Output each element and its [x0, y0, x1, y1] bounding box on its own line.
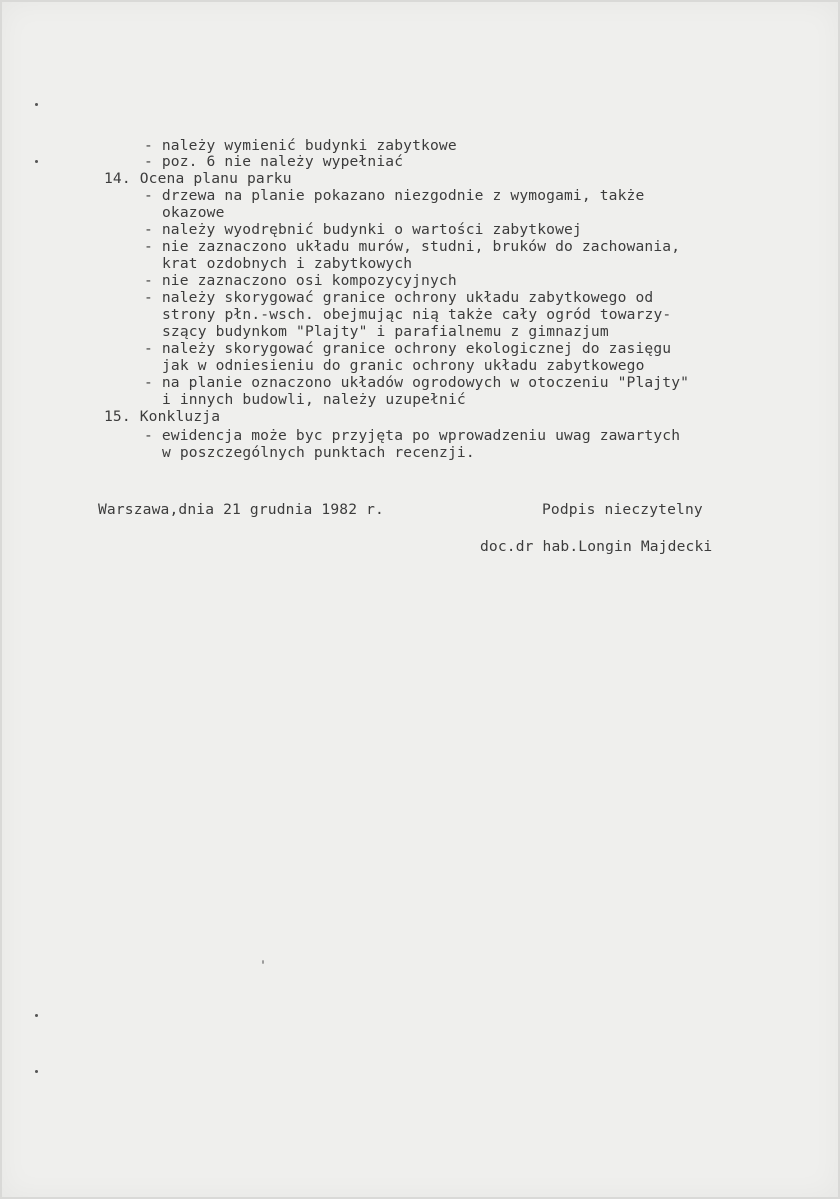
punch-mark-1	[35, 103, 38, 106]
text-line-14: jak w odniesieniu do granic ochrony układu zabytkowego	[162, 357, 645, 374]
punch-mark-5	[262, 960, 264, 964]
text-line-1: - należy wymienić budynki zabytkowe	[144, 137, 457, 154]
text-line-13: - należy skorygować granice ochrony ekologicznej do zasięgu	[144, 340, 672, 357]
text-line-7: - nie zaznaczono układu murów, studni, bruków do zachowania,	[144, 238, 681, 255]
text-line-5: okazowe	[162, 204, 225, 221]
signature-note: Podpis nieczytelny	[542, 501, 703, 518]
section-heading-14: 14. Ocena planu parku	[104, 170, 292, 187]
date-line: Warszawa,dnia 21 grudnia 1982 r.	[98, 501, 384, 518]
text-line-19: w poszczególnych punktach recenzji.	[162, 444, 475, 461]
text-line-6: - należy wyodrębnić budynki o wartości zabytkowej	[144, 221, 582, 238]
text-line-2: - poz. 6 nie należy wypełniać	[144, 153, 404, 170]
text-line-9: - nie zaznaczono osi kompozycyjnych	[144, 272, 457, 289]
text-line-10: - należy skorygować granice ochrony układu zabytkowego od	[144, 289, 654, 306]
signatory-name: doc.dr hab.Longin Majdecki	[480, 538, 713, 555]
punch-mark-4	[35, 1070, 38, 1073]
text-line-8: krat ozdobnych i zabytkowych	[162, 255, 413, 272]
text-line-16: i innych budowli, należy uzupełnić	[162, 391, 466, 408]
punch-mark-3	[35, 1014, 38, 1017]
text-line-18: - ewidencja może byc przyjęta po wprowadzeniu uwag zawartych	[144, 427, 681, 444]
document-page	[2, 2, 838, 1197]
text-line-12: szący budynkom "Plajty" i parafialnemu z gimnazjum	[162, 323, 609, 340]
section-heading-15: 15. Konkluzja	[104, 408, 221, 425]
punch-mark-2	[35, 160, 38, 163]
text-line-4: - drzewa na planie pokazano niezgodnie z wymogami, także	[144, 187, 645, 204]
text-line-15: - na planie oznaczono układów ogrodowych w otoczeniu "Plajty"	[144, 374, 690, 391]
text-line-11: strony płn.-wsch. obejmując nią także cały ogród towarzy-	[162, 306, 672, 323]
